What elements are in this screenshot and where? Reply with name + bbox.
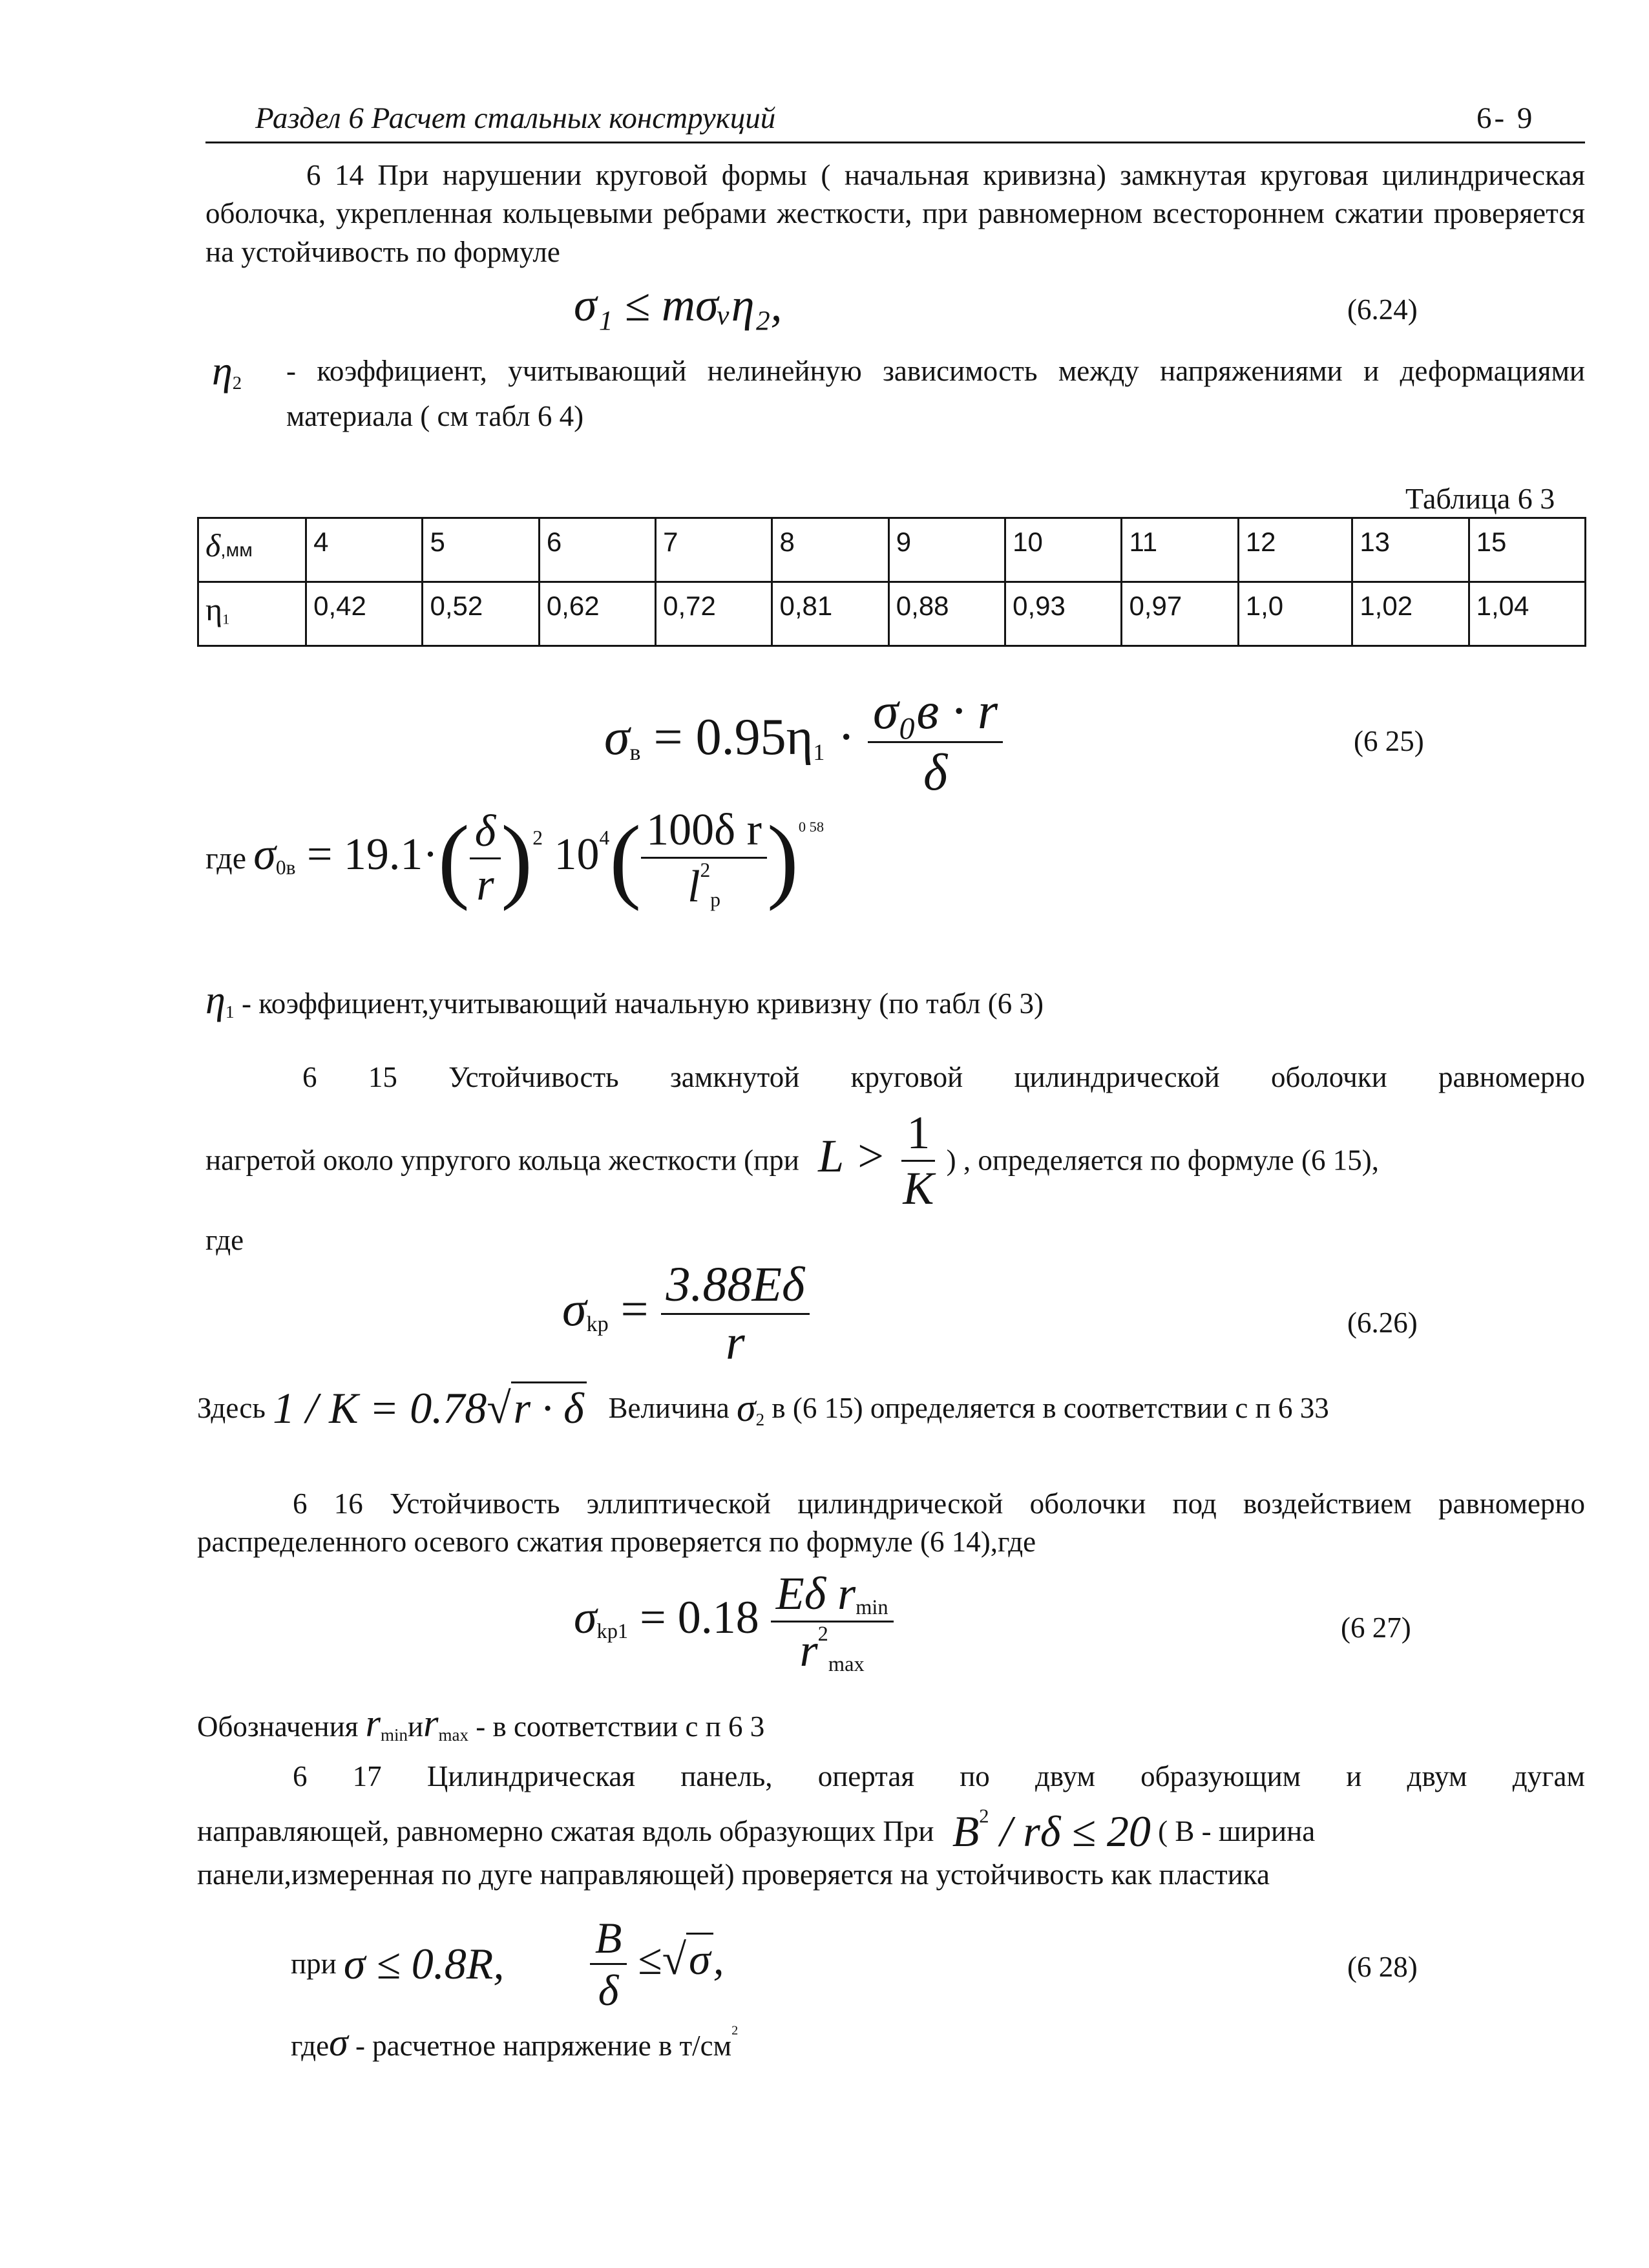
table-cell: 0,88 (888, 582, 1005, 646)
table-cell: 5 (423, 518, 539, 582)
table-cell: 0,97 (1122, 582, 1238, 646)
paragraph-6-17: 6 17 Цилиндрическая панель, опертая по двум образующим и двум дугам (293, 1760, 1585, 1792)
paragraph-6-17-line3: панели,измеренная по дуге направляющей) проверяется на устойчивость как пластика (197, 1858, 1270, 1891)
equation-number-6-27: (6 27) (1341, 1612, 1411, 1644)
row-label-eta1: $\eta_1$ (198, 582, 306, 646)
paragraph-6-14: 6 14 При нарушении круговой формы ( начальная кривизна) замкнутая круговая цилиндрическая оболочка, укрепленная кольцевыми ребрами жесткости, при равномерном всестороннем сжатии проверяется на устойчивость по формуле (205, 159, 1585, 268)
header-divider (205, 142, 1585, 143)
here-line: Здесь 1 / K = 0.78√r · δ Величина $\sigma_2$ в (6 15) определяется в соответствии с п 6 33 (197, 1380, 1329, 1438)
table-6-3 (197, 517, 1586, 647)
table-cell: 0,42 (306, 582, 423, 646)
table-cell: 12 (1238, 518, 1352, 582)
table-cell: 7 (656, 518, 772, 582)
table-cell: 1,0 (1238, 582, 1352, 646)
page-number: 6- 9 (1476, 101, 1535, 135)
paragraph-6-15: 6 15 Устойчивость замкнутой круговой цилиндрической оболочки равномерно (302, 1061, 1585, 1093)
row-label-delta: δ,мм (198, 518, 306, 582)
paragraph-6-16: 6 16 Устойчивость эллиптической цилиндрической оболочки под воздействием равномерно распределенного осевого сжатия проверяется по формуле (6 14),где (197, 1487, 1585, 1559)
formula-6-26: $\sigma_{kp}$ = $\frac{3.88E\delta}{r}$ (562, 1257, 810, 1372)
eta2-subscript: 2 (232, 373, 242, 394)
table-cell: 0,52 (423, 582, 539, 646)
formula-6-24 (574, 275, 782, 336)
equation-number-6-26: (6.26) (1347, 1307, 1418, 1339)
table-row-delta (198, 518, 1586, 582)
table-cell: 0,62 (539, 582, 655, 646)
table-cell: 6 (539, 518, 655, 582)
table-cell: 0,93 (1005, 582, 1122, 646)
equation-number-6-28: (6 28) (1347, 1951, 1418, 1983)
table-cell: 13 (1352, 518, 1469, 582)
eta2-definition (205, 349, 1585, 439)
table-cell: 1,04 (1469, 582, 1585, 646)
formula-6-28: при σ ≤ 0.8R, $\frac{B}{\delta}$ ≤√σ, (291, 1913, 724, 2015)
table-cell: 0,72 (656, 582, 772, 646)
paragraph-6-15-line2: нагретой около упругого кольца жесткости (при L > $\frac{1}{K}$ ) , определяется по формуле (6 15), (205, 1107, 1379, 1214)
table-cell: 8 (772, 518, 888, 582)
table-cell: 0,81 (772, 582, 888, 646)
table-cell: 11 (1122, 518, 1238, 582)
formula-6-27: $\sigma_{kp1} = 0.18$ $\frac{E\delta r_{min}}{r^2_{max}}$ (574, 1567, 894, 1677)
table-cell: 1,02 (1352, 582, 1469, 646)
eta2-text: - коэффициент, учитывающий нелинейную зависимость между напряжениями и деформациями материала ( см табл 6 4) (286, 355, 1585, 432)
notation-line: Обозначения $r_{min}иr_{max}$ - в соответствии с п 6 3 (197, 1702, 765, 1745)
formula-6-25-fraction: $\frac{\text{σ₀в · r}}{\delta}$ (868, 682, 1003, 803)
equation-number-6-25: (6 25) (1354, 725, 1424, 757)
table-cell: 15 (1469, 518, 1585, 582)
eta2-symbol: η (212, 348, 233, 394)
formula-sigma-0v: где $\sigma_{0в} = 19.1\cdot$( $\frac{\delta}{r}$ )$^2$ $10^4$( $\frac{\text{100δ r}}{l^2_р}$ )$^{0 58}$ (205, 805, 824, 912)
equation-number-6-24: (6.24) (1347, 293, 1418, 326)
table-caption: Таблица 6 3 (1405, 482, 1555, 515)
paragraph-6-17-line2: направляющей, равномерно сжатая вдоль образующих При $B^2 / r\delta \le 20$ ( В - ширина (197, 1805, 1316, 1856)
table-cell: 4 (306, 518, 423, 582)
formula-6-25: $\sigma_в = 0.95\eta_1$ · $\frac{\text{σ₀в · r}}{\delta}$ (604, 682, 1003, 803)
running-header-title: Раздел 6 Расчет стальных конструкций (255, 101, 776, 135)
table-cell: 9 (888, 518, 1005, 582)
paragraph-6-15-line3: где (205, 1224, 244, 1256)
eta1-definition: $\eta_1$ - коэффициент,учитывающий начальную кривизну (по табл (6 3) (205, 978, 1044, 1022)
formula-6-24-text: σ₁ ≤ mσᵥη₂, (574, 279, 782, 331)
table-cell: 10 (1005, 518, 1122, 582)
table-row-eta1 (198, 582, 1586, 646)
sigma-definition: гдеσ - расчетное напряжение в $т/см^2$ (291, 2021, 739, 2064)
